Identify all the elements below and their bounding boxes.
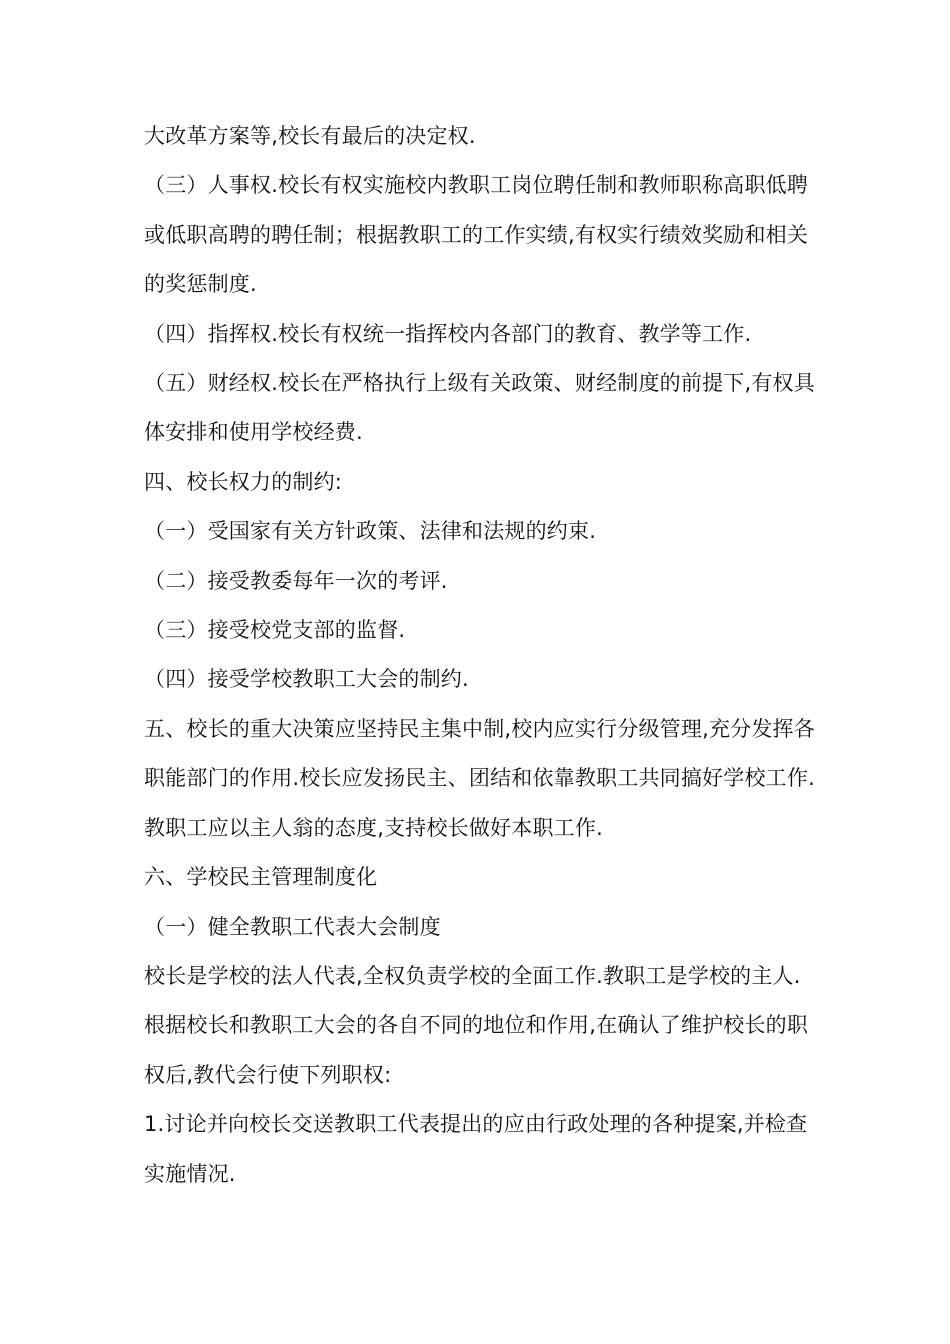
paragraph: （四）接受学校教职工大会的制约. [144, 667, 469, 692]
paragraph: （三）人事权.校长有权实施校内教职工岗位聘任制和教师职称高职低聘或低职高聘的聘任制；根据教职工的工作实绩,有权实行绩效奖励和相关的奖惩制度. [144, 173, 809, 297]
paragraph: （四）指挥权.校长有权统一指挥校内各部门的教育、教学等工作. [144, 321, 752, 346]
paragraph: 大改革方案等,校长有最后的决定权. [144, 124, 476, 148]
section-heading: 四、校长权力的制约: [144, 469, 343, 494]
paragraph: 校长是学校的法人代表,全权负责学校的全面工作.教职工是学校的主人.根据校长和教职工大会的各自不同的地位和作用,在确认了维护校长的职权后,教代会行使下列职权: [144, 963, 809, 1087]
paragraph: （三）接受校党支部的监督. [144, 618, 406, 643]
paragraph: （二）接受教委每年一次的考评. [144, 568, 448, 593]
paragraph: 五、校长的重大决策应坚持民主集中制,校内应实行分级管理,充分发挥各职能部门的作用.校长应发扬民主、团结和依靠教职工共同搞好学校工作.教职工应以主人翁的态度,支持校长做好本职工作. [144, 716, 815, 840]
subsection-heading: （一）健全教职工代表大会制度 [144, 914, 441, 939]
paragraph: （一）受国家有关方针政策、法律和法规的约束. [144, 519, 597, 544]
document-body [144, 112, 816, 1199]
list-item: 1.讨论并向校长交送教职工代表提出的应由行政处理的各种提案,并检查实施情况. [144, 1112, 808, 1186]
section-heading: 六、学校民主管理制度化 [144, 865, 378, 890]
paragraph: （五）财经权.校长在严格执行上级有关政策、财经制度的前提下,有权具体安排和使用学校经费. [144, 371, 815, 445]
